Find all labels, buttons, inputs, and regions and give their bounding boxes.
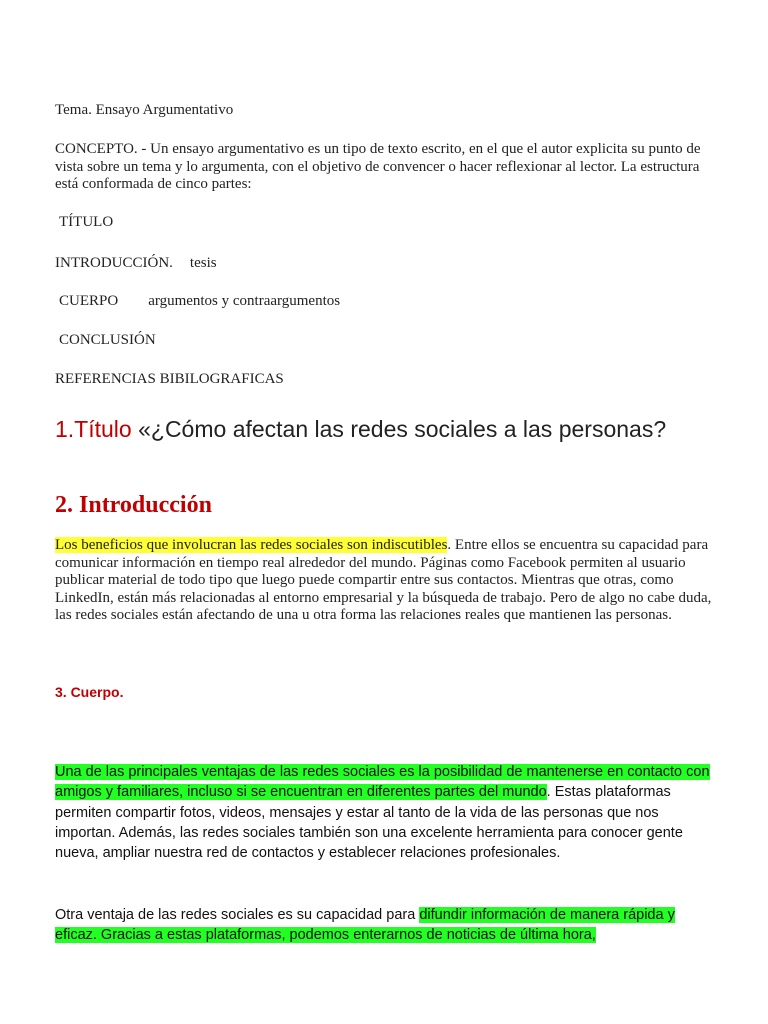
parte-introduccion-detalle: tesis (189, 255, 217, 271)
cuerpo-heading: 3. Cuerpo. (55, 684, 124, 700)
parte-cuerpo (59, 293, 719, 311)
cuerpo-paragraph-1-highlight: Una de las principales ventajas de las redes sociales es la posibilidad de mantenerse en contacto con amigos y familiares, incluso si se encuentran en diferentes partes del mundo (55, 764, 710, 801)
introduccion-heading: 2. Introducción (55, 492, 212, 518)
introduccion-paragraph (55, 537, 715, 625)
parte-introduccion-label: INTRODUCCIÓN. (55, 255, 173, 271)
parte-cuerpo-label: CUERPO (59, 293, 119, 309)
parte-cuerpo-detalle: argumentos y contraargumentos (148, 293, 341, 309)
parte-introduccion (55, 255, 715, 273)
cuerpo-paragraph-1 (55, 762, 715, 863)
titulo-numero: 1.Título (55, 416, 132, 442)
tema-line: Tema. Ensayo Argumentativo (55, 102, 234, 118)
cuerpo-paragraph-2-highlight: difundir información de manera rápida y eficaz. Gracias a estas plataformas, podemos enterarnos de noticias de última hora, (55, 907, 675, 944)
parte-titulo: TÍTULO (59, 214, 114, 230)
introduccion-text: . Entre ellos se encuentra su capacidad para comunicar información en tiempo real alrededor del mundo. Páginas como Facebook permiten al usuario publicar material de todo tipo que luego puede compartir entre sus contactos. Mientras que otras, como LinkedIn, están más relacionadas al entorno empresarial y la búsqueda de trabajo. Pero de algo no cabe duda, las redes sociales están afectando de una u otra forma las relaciones reales que mantienen las personas. (55, 537, 712, 623)
titulo-texto: «¿Cómo afectan las redes sociales a las personas? (138, 416, 667, 442)
parte-conclusion: CONCLUSIÓN (59, 332, 156, 348)
concepto-paragraph: CONCEPTO. - Un ensayo argumentativo es un tipo de texto escrito, en el que el autor explicita su punto de vista sobre un tema y lo argumenta, con el objetivo de convencer o hacer reflexionar al lector. La estructura está conformada de cinco partes: (55, 141, 701, 192)
titulo-heading (55, 414, 715, 444)
cuerpo-paragraph-2-text: Otra ventaja de las redes sociales es su capacidad para (55, 907, 420, 923)
parte-referencias: REFERENCIAS BIBILOGRAFICAS (55, 371, 284, 387)
introduccion-highlight: Los beneficios que involucran las redes sociales son indiscutibles (55, 537, 448, 553)
cuerpo-paragraph-2 (55, 905, 715, 946)
cuerpo-paragraph-1-text: . Estas plataformas permiten compartir fotos, videos, mensajes y estar al tanto de la vida de las personas que nos importan. Además, las redes sociales también son una excelente herramienta para conocer gente nueva, ampliar nuestra red de contactos y establecer relaciones profesionales. (55, 784, 683, 862)
